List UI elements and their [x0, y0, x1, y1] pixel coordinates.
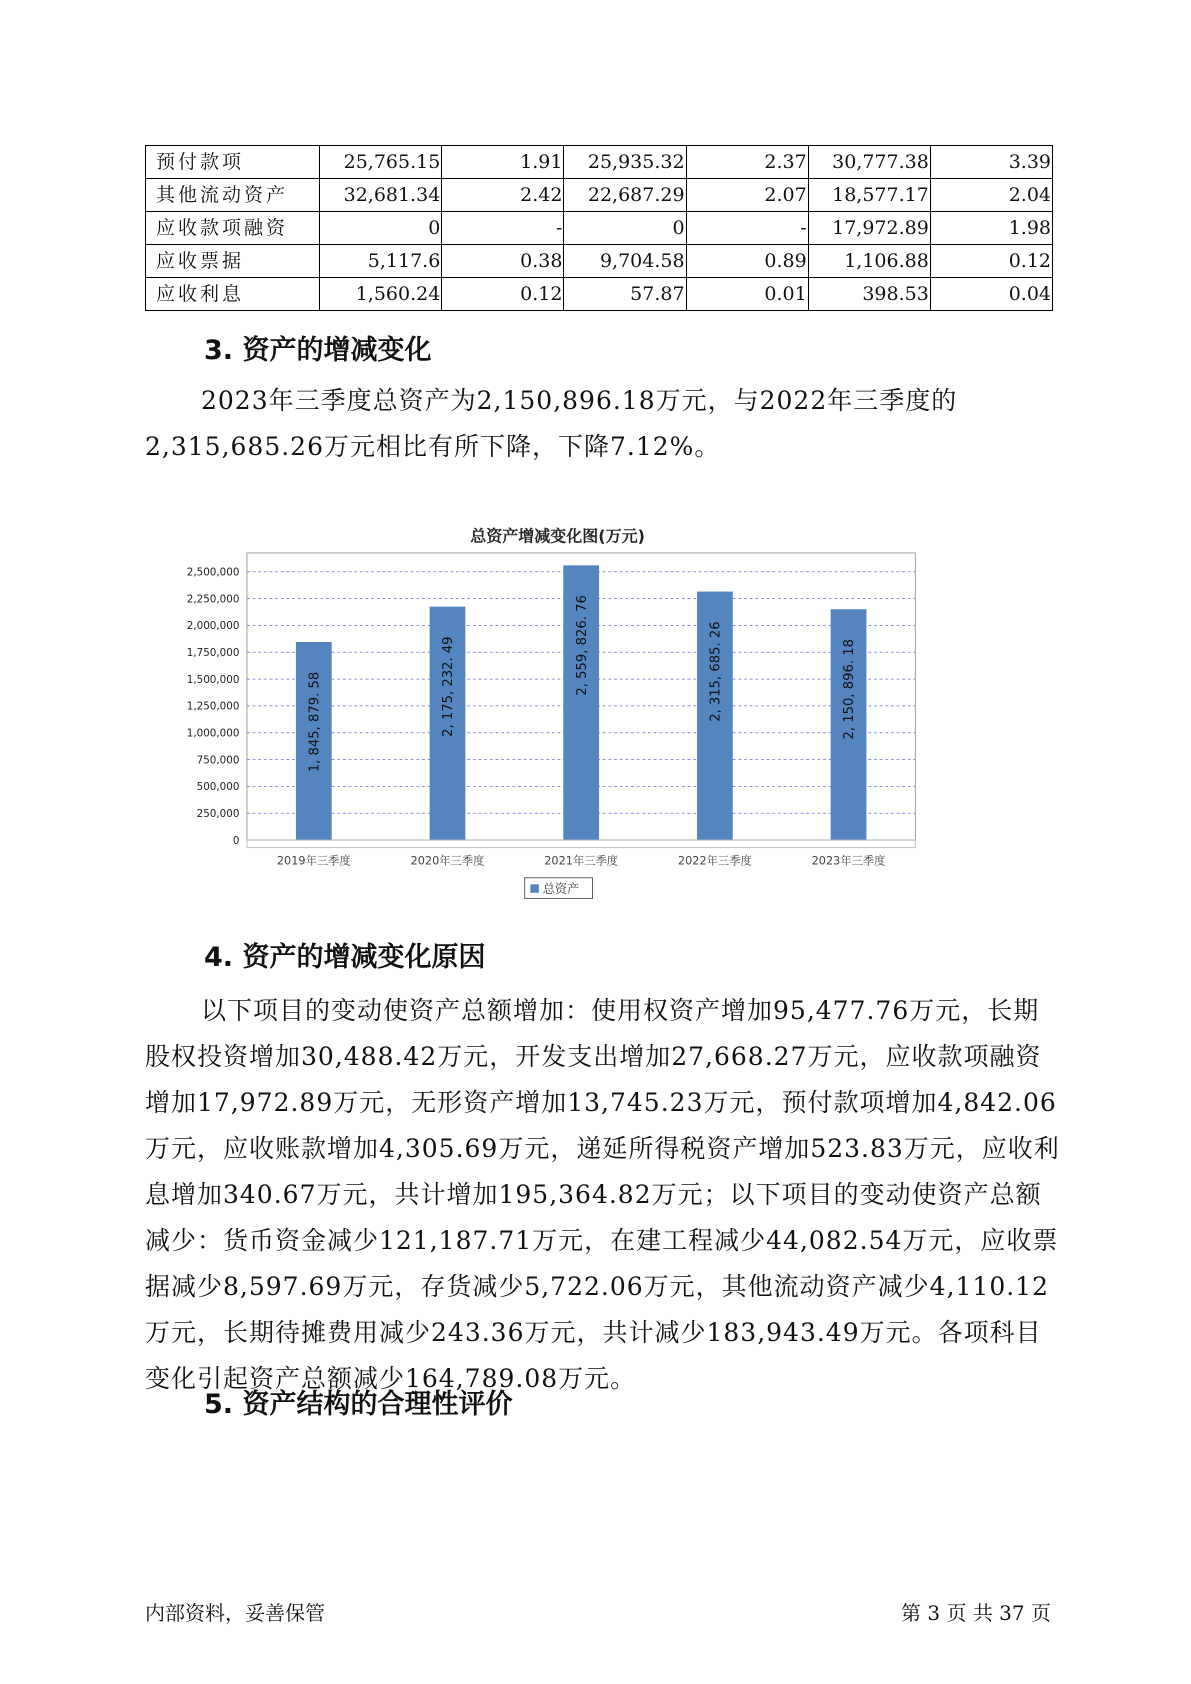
- table-row: [146, 146, 1053, 179]
- table-cell: 9,704.58: [564, 245, 686, 278]
- x-tick-label: 2023年三季度: [811, 854, 886, 868]
- y-tick-label: 0: [232, 834, 240, 847]
- table-row: [146, 245, 1053, 278]
- y-tick-label: 1,250,000: [186, 700, 240, 713]
- y-tick-label: 1,750,000: [186, 647, 240, 660]
- table-cell: 1.98: [930, 212, 1052, 245]
- table-cell: -: [442, 212, 564, 245]
- table-cell: 30,777.38: [808, 146, 930, 179]
- table-row: [146, 212, 1053, 245]
- row-label: 预付款项: [146, 146, 320, 179]
- table-cell: 1.91: [442, 146, 564, 179]
- table-cell: 0.04: [930, 278, 1052, 311]
- x-tick-label: 2021年三季度: [544, 854, 619, 868]
- table-cell: 2.07: [686, 179, 808, 212]
- table-cell: 22,687.29: [564, 179, 686, 212]
- chart-title: 总资产增减变化图(万元): [470, 526, 645, 546]
- asset-table-body: [146, 146, 1053, 311]
- section3-paragraph: 2023年三季度总资产为2,150,896.18万元，与2022年三季度的2,315,685.26万元相比有所下降，下降7.12%。: [145, 386, 958, 461]
- table-cell: 0.12: [442, 278, 564, 311]
- row-label: 应收利息: [146, 278, 320, 311]
- table-cell: 57.87: [564, 278, 686, 311]
- legend: [525, 878, 593, 899]
- y-tick-label: 750,000: [196, 754, 240, 767]
- table-row: [146, 278, 1053, 311]
- total-assets-chart: [160, 520, 1040, 970]
- bar-value-label: 1, 845, 879. 58: [307, 671, 323, 773]
- table-cell: 25,935.32: [564, 146, 686, 179]
- table-cell: 32,681.34: [320, 179, 442, 212]
- x-tick-label: 2022年三季度: [677, 854, 752, 868]
- section4-paragraph: 以下项目的变动使资产总额增加：使用权资产增加95,477.76万元，长期股权投资增加30,488.42万元，开发支出增加27,668.27万元，应收款项融资增加17,972.89万元，无形资产增加13,745.23万元，预付款项增加4,842.06万元，应收账款增加4,305.69万元，递延所得税资产增加523.83万元，应收利息增加340.67万元，共计增加195,364.82万元；以下项目的变动使资产总额减少：货币资金减少121,187.71万元，在建工程减少44,082.54万元，应收票据减少8,597.69万元，存货减少5,722.06万元，其他流动资产减少4,110.12万元，长期待摊费用减少243.36万元，共计减少183,943.49万元。各项科目变化引起资产总额减少164,789.08万元。: [145, 996, 1060, 1393]
- table-cell: 0.38: [442, 245, 564, 278]
- footer-confidential-note: 内部资料，妥善保管: [145, 1601, 325, 1625]
- y-tick-label: 2,000,000: [186, 620, 240, 633]
- y-tick-label: 1,500,000: [186, 673, 240, 686]
- y-tick-label: 2,250,000: [186, 593, 240, 606]
- asset-table: [145, 145, 1053, 311]
- table-cell: 398.53: [808, 278, 930, 311]
- table-cell: 0: [564, 212, 686, 245]
- table-cell: 0.89: [686, 245, 808, 278]
- table-cell: 18,577.17: [808, 179, 930, 212]
- table-cell: 2.42: [442, 179, 564, 212]
- bar-value-label: 2, 175, 232. 49: [441, 636, 457, 737]
- table-row: [146, 179, 1053, 212]
- x-tick-label: 2019年三季度: [276, 854, 351, 868]
- table-cell: 2.04: [930, 179, 1052, 212]
- table-cell: 3.39: [930, 146, 1052, 179]
- row-label: 应收款项融资: [146, 212, 320, 245]
- table-cell: 17,972.89: [808, 212, 930, 245]
- y-tick-label: 500,000: [196, 781, 240, 794]
- footer-page-number: 第 3 页 共 37 页: [901, 1601, 1051, 1625]
- y-tick-label: 2,500,000: [186, 566, 240, 579]
- bar-value-label: 2, 559, 826. 76: [574, 595, 590, 696]
- bar-value-label: 2, 315, 685. 26: [708, 621, 724, 722]
- row-label: 应收票据: [146, 245, 320, 278]
- table-cell: 2.37: [686, 146, 808, 179]
- x-tick-label: 2020年三季度: [410, 854, 485, 868]
- section3-heading: 3. 资产的增减变化: [204, 335, 432, 366]
- y-tick-label: 1,000,000: [186, 727, 240, 740]
- x-axis-strip: [247, 840, 915, 848]
- section5-heading: 5. 资产结构的合理性评价: [204, 1389, 513, 1420]
- row-label: 其他流动资产: [146, 179, 320, 212]
- table-cell: 0: [320, 212, 442, 245]
- bar-value-label: 2, 150, 896. 18: [842, 639, 858, 740]
- table-cell: 25,765.15: [320, 146, 442, 179]
- table-cell: 0.01: [686, 278, 808, 311]
- table-cell: -: [686, 212, 808, 245]
- legend-swatch: [530, 884, 538, 892]
- table-cell: 5,117.6: [320, 245, 442, 278]
- table-cell: 1,106.88: [808, 245, 930, 278]
- table-cell: 1,560.24: [320, 278, 442, 311]
- y-tick-label: 250,000: [196, 808, 240, 821]
- section4-heading: 4. 资产的增减变化原因: [204, 942, 486, 973]
- legend-label: 总资产: [542, 881, 580, 896]
- table-cell: 0.12: [930, 245, 1052, 278]
